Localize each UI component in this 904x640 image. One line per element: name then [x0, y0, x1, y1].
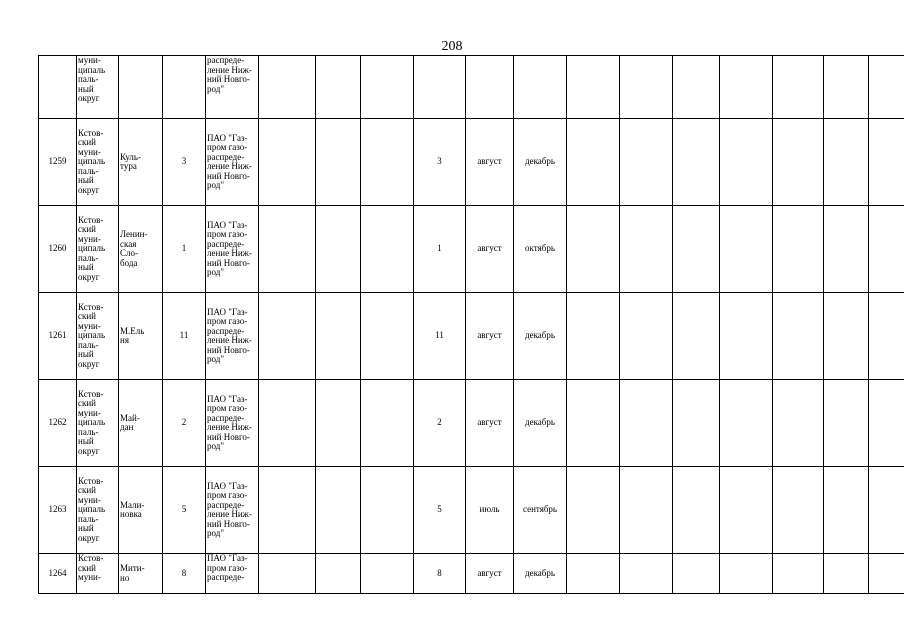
empty-cell: [316, 119, 361, 206]
empty-cell: [620, 119, 673, 206]
locality-cell: [119, 56, 163, 119]
gasification-table: [38, 55, 904, 594]
empty-cell: [824, 554, 869, 594]
organization-cell: ПАО "Газ- пром газо- распреде-: [206, 554, 259, 594]
table-row: [39, 467, 904, 554]
empty-cell: [773, 56, 824, 119]
empty-cell: [316, 467, 361, 554]
empty-cell: [720, 467, 773, 554]
start-month-cell: [466, 56, 514, 119]
empty-cell: [567, 467, 620, 554]
count-cell: [163, 56, 206, 119]
empty-cell: [773, 206, 824, 293]
count-total-cell: 8: [414, 554, 466, 594]
count-cell: 8: [163, 554, 206, 594]
count-cell: 1: [163, 206, 206, 293]
end-month-cell: сентябрь: [514, 467, 567, 554]
table-row: [39, 206, 904, 293]
empty-cell: [720, 119, 773, 206]
empty-cell: [673, 56, 720, 119]
empty-cell: [824, 380, 869, 467]
row-number-cell: 1263: [39, 467, 77, 554]
empty-cell: [824, 56, 869, 119]
organization-cell: ПАО "Газ- пром газо- распреде- ление Ниж- ний Новго- род": [206, 467, 259, 554]
table-row: [39, 119, 904, 206]
count-total-cell: 3: [414, 119, 466, 206]
page-number: 208: [441, 39, 463, 54]
empty-cell: [869, 56, 904, 119]
empty-cell: [773, 467, 824, 554]
empty-cell: [259, 206, 316, 293]
municipality-cell: Кстов- ский муни-: [77, 554, 119, 594]
empty-cell: [316, 206, 361, 293]
end-month-cell: декабрь: [514, 554, 567, 594]
empty-cell: [673, 119, 720, 206]
organization-cell: ПАО "Газ- пром газо- распреде- ление Ниж- ний Новго- род": [206, 206, 259, 293]
count-cell: 11: [163, 293, 206, 380]
empty-cell: [869, 206, 904, 293]
empty-cell: [620, 380, 673, 467]
end-month-cell: декабрь: [514, 380, 567, 467]
empty-cell: [316, 56, 361, 119]
end-month-cell: [514, 56, 567, 119]
empty-cell: [361, 119, 414, 206]
locality-cell: М.Ель ня: [119, 293, 163, 380]
empty-cell: [259, 56, 316, 119]
count-total-cell: 2: [414, 380, 466, 467]
table-row: [39, 554, 904, 594]
empty-cell: [361, 206, 414, 293]
empty-cell: [673, 206, 720, 293]
end-month-cell: октябрь: [514, 206, 567, 293]
locality-cell: Ленин- ская Сло- бода: [119, 206, 163, 293]
municipality-cell: Кстов- ский муни- ципаль паль- ный округ: [77, 467, 119, 554]
empty-cell: [361, 293, 414, 380]
count-total-cell: 11: [414, 293, 466, 380]
start-month-cell: июль: [466, 467, 514, 554]
row-number-cell: 1259: [39, 119, 77, 206]
empty-cell: [773, 380, 824, 467]
empty-cell: [720, 293, 773, 380]
empty-cell: [567, 380, 620, 467]
empty-cell: [673, 293, 720, 380]
count-cell: 5: [163, 467, 206, 554]
row-number-cell: [39, 56, 77, 119]
count-cell: 3: [163, 119, 206, 206]
empty-cell: [361, 56, 414, 119]
empty-cell: [259, 380, 316, 467]
empty-cell: [773, 119, 824, 206]
empty-cell: [824, 206, 869, 293]
count-total-cell: 5: [414, 467, 466, 554]
empty-cell: [567, 293, 620, 380]
empty-cell: [361, 467, 414, 554]
count-total-cell: [414, 56, 466, 119]
empty-cell: [259, 467, 316, 554]
empty-cell: [567, 119, 620, 206]
empty-cell: [316, 293, 361, 380]
empty-cell: [567, 554, 620, 594]
empty-cell: [620, 467, 673, 554]
start-month-cell: август: [466, 293, 514, 380]
row-number-cell: 1264: [39, 554, 77, 594]
empty-cell: [869, 293, 904, 380]
empty-cell: [673, 467, 720, 554]
empty-cell: [620, 293, 673, 380]
empty-cell: [567, 206, 620, 293]
start-month-cell: август: [466, 119, 514, 206]
empty-cell: [720, 554, 773, 594]
organization-cell: ПАО "Газ- пром газо- распреде- ление Ниж- ний Новго- род": [206, 119, 259, 206]
empty-cell: [824, 293, 869, 380]
organization-cell: ПАО "Газ- пром газо- распреде- ление Ниж- ний Новго- род": [206, 380, 259, 467]
table-row: [39, 380, 904, 467]
municipality-cell: Кстов- ский муни- ципаль паль- ный округ: [77, 206, 119, 293]
municipality-cell: Кстов- ский муни- ципаль паль- ный округ: [77, 119, 119, 206]
empty-cell: [720, 380, 773, 467]
empty-cell: [316, 380, 361, 467]
start-month-cell: август: [466, 380, 514, 467]
locality-cell: Май- дан: [119, 380, 163, 467]
empty-cell: [773, 293, 824, 380]
row-number-cell: 1262: [39, 380, 77, 467]
empty-cell: [361, 380, 414, 467]
table-row: [39, 293, 904, 380]
empty-cell: [673, 380, 720, 467]
empty-cell: [673, 554, 720, 594]
empty-cell: [824, 119, 869, 206]
row-number-cell: 1261: [39, 293, 77, 380]
empty-cell: [869, 554, 904, 594]
locality-cell: Мити- но: [119, 554, 163, 594]
end-month-cell: декабрь: [514, 293, 567, 380]
start-month-cell: август: [466, 206, 514, 293]
empty-cell: [824, 467, 869, 554]
table-row: [39, 56, 904, 119]
empty-cell: [316, 554, 361, 594]
empty-cell: [869, 119, 904, 206]
count-cell: 2: [163, 380, 206, 467]
empty-cell: [869, 380, 904, 467]
empty-cell: [620, 56, 673, 119]
count-total-cell: 1: [414, 206, 466, 293]
start-month-cell: август: [466, 554, 514, 594]
empty-cell: [259, 119, 316, 206]
empty-cell: [259, 554, 316, 594]
empty-cell: [620, 206, 673, 293]
end-month-cell: декабрь: [514, 119, 567, 206]
empty-cell: [361, 554, 414, 594]
empty-cell: [720, 56, 773, 119]
empty-cell: [869, 467, 904, 554]
empty-cell: [620, 554, 673, 594]
locality-cell: Мали- новка: [119, 467, 163, 554]
row-number-cell: 1260: [39, 206, 77, 293]
organization-cell: ПАО "Газ- пром газо- распреде- ление Ниж- ний Новго- род": [206, 293, 259, 380]
organization-cell: распреде- ление Ниж- ний Новго- род": [206, 56, 259, 119]
empty-cell: [567, 56, 620, 119]
empty-cell: [259, 293, 316, 380]
municipality-cell: муни- ципаль паль- ный округ: [77, 56, 119, 119]
empty-cell: [773, 554, 824, 594]
municipality-cell: Кстов- ский муни- ципаль паль- ный округ: [77, 380, 119, 467]
empty-cell: [720, 206, 773, 293]
locality-cell: Куль- тура: [119, 119, 163, 206]
municipality-cell: Кстов- ский муни- ципаль паль- ный округ: [77, 293, 119, 380]
